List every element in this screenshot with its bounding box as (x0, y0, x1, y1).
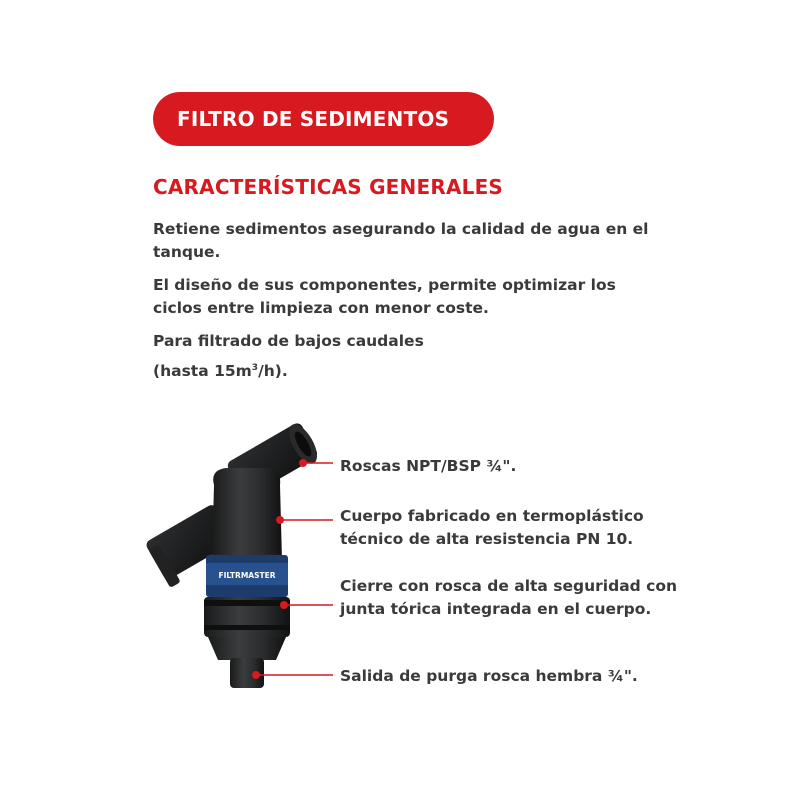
product-label: FILTRMASTER (218, 571, 276, 580)
description-paragraph-1: Retiene sedimentos asegurando la calidad de agua en el tanque. (153, 220, 649, 261)
callout-closure: Cierre con rosca de alta seguridad con junta tórica integrada en el cuerpo. (340, 577, 678, 618)
flow-suffix: /h). (258, 362, 288, 381)
description-paragraph-3: Para filtrado de bajos caudales (153, 332, 424, 350)
section-heading: CARACTERÍSTICAS GENERALES (153, 175, 504, 199)
title-text: FILTRO DE SEDIMENTOS (177, 107, 450, 131)
flow-prefix: (hasta 15m (153, 362, 252, 381)
callout-threads: Roscas NPT/BSP ¾". (340, 457, 517, 475)
callout-purge: Salida de purga rosca hembra ¾". (340, 667, 638, 685)
filter-body (204, 468, 290, 688)
callout-body: Cuerpo fabricado en termoplástico técnico de alta resistencia PN 10. (340, 507, 644, 548)
description-paragraph-2: El diseño de sus componentes, permite optimizar los ciclos entre limpieza con menor coste. (153, 276, 616, 317)
flow-superscript: 3 (251, 363, 259, 373)
